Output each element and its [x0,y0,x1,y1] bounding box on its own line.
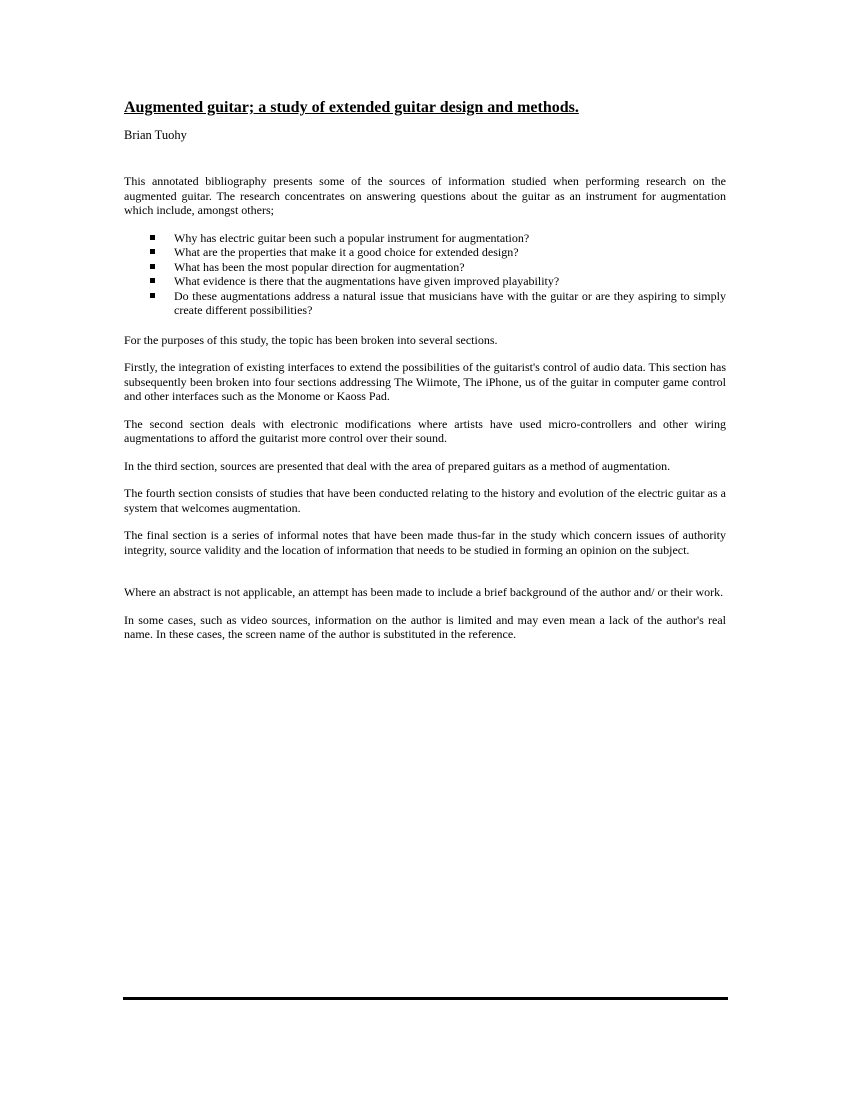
body-paragraph: The fourth section consists of studies that have been conducted relating to the history and evolution of the electric guitar as a system that welcomes augmentation. [124,486,726,515]
research-questions-list [124,231,726,318]
list-item-text: Do these augmentations address a natural issue that musicians have with the guitar or are they aspiring to simply create different possibilities? [174,288,726,317]
list-item [164,289,726,318]
list-item [164,274,726,289]
document-title: Augmented guitar; a study of extended guitar design and methods. [124,99,579,116]
body-paragraph: The final section is a series of informal notes that have been made thus-far in the study which concern issues of authority integrity, source validity and the location of information that needs to be studied in forming an opinion on the subject. [124,528,726,557]
list-item-text: Why has electric guitar been such a popular instrument for augmentation? [174,230,530,245]
body-paragraph: For the purposes of this study, the topic has been broken into several sections. [124,332,498,347]
document-page [124,98,726,655]
body-paragraph: In some cases, such as video sources, information on the author is limited and may even mean a lack of the author's real name. In these cases, the screen name of the author is substituted in the reference. [124,612,726,641]
list-item-text: What are the properties that make it a good choice for extended design? [174,245,519,259]
body-paragraph: The second section deals with electronic modifications where artists have used micro-controllers and other wiring augmentations to afford the guitarist more control over their sound. [124,416,726,445]
square-bullet-icon [150,278,155,283]
square-bullet-icon [150,293,155,298]
intro-paragraph: This annotated bibliography presents some of the sources of information studied when performing research on the augmented guitar. The research concentrates on answering questions about the guitar as an instrument for augmentation which include, amongst others; [124,174,726,217]
list-item [164,231,726,246]
square-bullet-icon [150,235,155,240]
list-item-text: What has been the most popular direction for augmentation? [174,259,465,274]
list-item-text: What evidence is there that the augmentations have given improved playability? [174,274,560,288]
body-paragraph: Firstly, the integration of existing interfaces to extend the possibilities of the guitarist's control of audio data. This section has subsequently been broken into four sections addressing The Wiimote, The iPhone, us of the guitar in computer game control and other interfaces such as the Monome or Kaoss Pad. [124,360,726,403]
body-paragraph: In the third section, sources are presented that deal with the area of prepared guitars as a method of augmentation. [124,458,671,473]
square-bullet-icon [150,249,155,254]
body-paragraph: Where an abstract is not applicable, an attempt has been made to include a brief background of the author and/ or their work. [124,585,724,599]
square-bullet-icon [150,264,155,269]
list-item [164,260,726,275]
document-author: Brian Tuohy [124,128,187,142]
list-item [164,245,726,260]
footer-rule [123,997,728,1000]
